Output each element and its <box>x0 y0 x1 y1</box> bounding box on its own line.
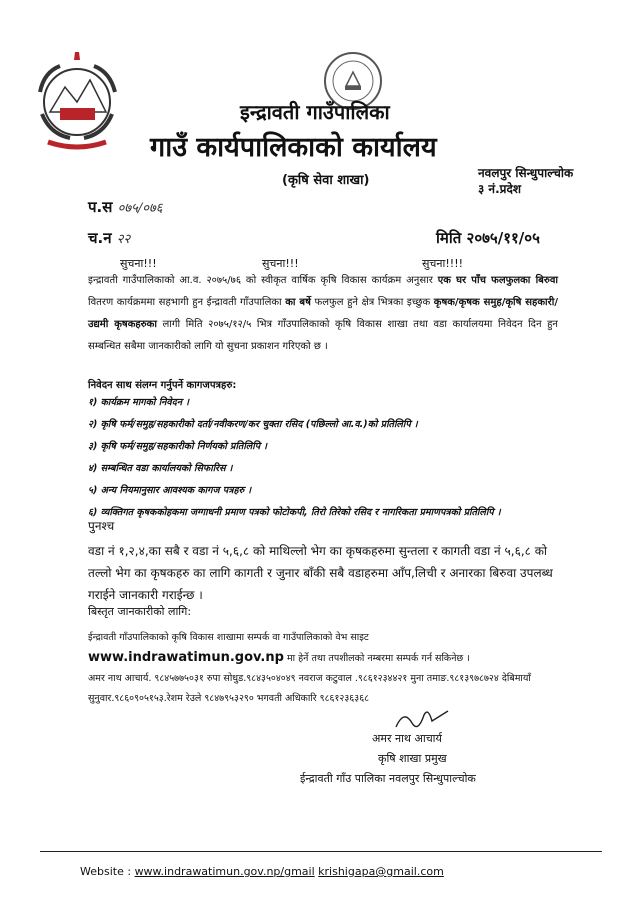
postscript-title: पुनश्च <box>88 519 115 533</box>
province-label: ३ नं.प्रदेश <box>478 182 521 196</box>
signatory-title: कृषि शाखा प्रमुख <box>378 752 447 765</box>
letter-number-value: ०७५/०७६ <box>117 201 163 216</box>
district-label: नवलपुर सिन्धुपाल्चोक <box>478 166 574 180</box>
office-title: गाउँ कार्यपालिकाको कार्यालय <box>150 132 437 163</box>
signatory-name: अमर नाथ आचार्य <box>372 732 442 745</box>
contact-line-2-text: मा हेर्ने तथा तपशीलको नम्बरमा सम्पर्क गर्न सकिनेछ । <box>286 653 470 664</box>
body-text-1: इन्द्रावती गाउँपालिकाको आ.व. २०७५/७६ को स्वीकृत वार्षिक कृषि विकास कार्यक्रम अनुसार <box>88 275 433 286</box>
list-item: १) कार्यक्रम मागको निवेदन । <box>88 397 189 408</box>
nepal-emblem-icon <box>30 52 125 150</box>
body-bold-1: एक घर पाँच फलफुलका बिरुवा <box>437 275 558 286</box>
dispatch-number-label: च.न <box>88 229 112 247</box>
notice-heading-3: सुचना!!!! <box>422 257 464 270</box>
footer-email-link[interactable]: krishigapa@gmail.com <box>318 865 444 878</box>
date-label: मिति <box>436 229 462 247</box>
address-block <box>478 165 573 197</box>
contact-block <box>88 628 558 709</box>
notice-body <box>88 270 558 358</box>
footer <box>80 865 444 878</box>
contact-line-2 <box>88 648 558 669</box>
list-item: २) कृषि फर्म/समुह/सहकारीको दर्ता/नवीकरण/कर चुक्ता रसिद (पछिल्लो आ.व.)को प्रतिलिपि । <box>88 419 418 430</box>
dispatch-number <box>88 228 130 248</box>
postscript-text: वडा नं १,२,४,का सबै र वडा नं ५,६,८ को माथिल्लो भेग का कृषकहरुमा सुन्तला र कागती वडा नं ५,६,८ को तल्लो भेग का कृषकहरु का लागि कागती र जुनार बाँकी सबै वडाहरुमा आँप,लिची र अनारका बिरुवा उपलब्ध गराईने जानकारी गराईन्छ । <box>88 544 553 602</box>
signatory-org: ईन्द्रावती गाँउ पालिका नवलपुर सिन्धुपाल्चोक <box>300 772 476 785</box>
list-item: ५) अन्य नियमानुसार आवश्यक कागज पत्रहरु । <box>88 485 252 496</box>
list-item: ६) व्यक्तिगत कृषककोहकमा जग्गाधनी प्रमाण पत्रको फोटोकपी, तिरो तिरेको रसिद र नागरिकता प्रमाणपत्रको प्रतिलिपि । <box>88 507 501 518</box>
notice-heading-2: सुचना!!! <box>262 257 299 270</box>
letter-number <box>88 197 163 217</box>
list-item: ३) कृषि फर्म/समुह/सहकारीको निर्णयको प्रतिलिपि । <box>88 441 267 452</box>
footer-divider <box>40 851 602 852</box>
dispatch-number-value: २२ <box>116 232 131 247</box>
body-bold-2: का बर्षे <box>285 297 311 308</box>
body-text-4: लागी मिति २०७५/१२/५ भित्र गाँउपालिकाको कृषि विकास शाखा तथा वडा कार्यालयमा निवेदन दिन हुन सम्बन्धित सबैमा जानकारीको लागि यो सुचना प्रकाशन गरिएको छ । <box>88 319 558 352</box>
contact-title: बिस्तृत जानकारीको लागि: <box>88 605 192 618</box>
documents-title: निवेदन साथ संलग्न गर्नुपर्ने कागजपत्रहरु: <box>88 380 237 391</box>
date-value: २०७५/११/०५ <box>466 229 540 247</box>
letter-number-label: प.स <box>88 198 113 216</box>
notice-heading-1: सुचना!!! <box>120 257 157 270</box>
website-link[interactable]: www.indrawatimun.gov.np <box>88 650 284 665</box>
body-text-3: फलफुल हुने क्षेत्र भित्रका इच्छुक <box>314 297 431 308</box>
body-bold-3: कृषक/कृषक समुह/कृषि सहकारी/उद्यमी कृषकहरुका <box>88 297 558 330</box>
list-item: ४) सम्बन्धित वडा कार्यालयको सिफारिस । <box>88 463 233 474</box>
body-text-2: वितरण कार्यक्रममा सहभागी हुन ईन्द्रावती गाँउपालिका <box>88 297 282 308</box>
footer-label: Website : <box>80 865 132 878</box>
footer-website-link[interactable]: www.indrawatimun.gov.np/gmail <box>134 865 315 878</box>
contact-phones: अमर नाथ आचार्य. ९८४५७७५०३१ रुपा सोधुड.९८४३५०४०४९ नवराज कटुवाल .९८६१२३४४२१ मुना तमाङ.९८१३९७८७२४ देबिमायाँ सुनुवार.९८६०९०५१५३.रेशम रेउले ९८४७९५३२९० भगवती अधिकारि ९८६१२३६३६८ <box>88 673 531 704</box>
documents-list <box>88 392 558 521</box>
contact-line-1: ईन्द्रावती गाँउपालिकाको कृषि विकास शाखामा सम्पर्क वा गाउँपालिकाको वेभ साइट <box>88 632 369 643</box>
letter-date <box>436 228 540 248</box>
branch-name: (कृषि सेवा शाखा) <box>282 173 370 188</box>
municipality-name: इन्द्रावती गाउँपालिका <box>240 100 390 124</box>
